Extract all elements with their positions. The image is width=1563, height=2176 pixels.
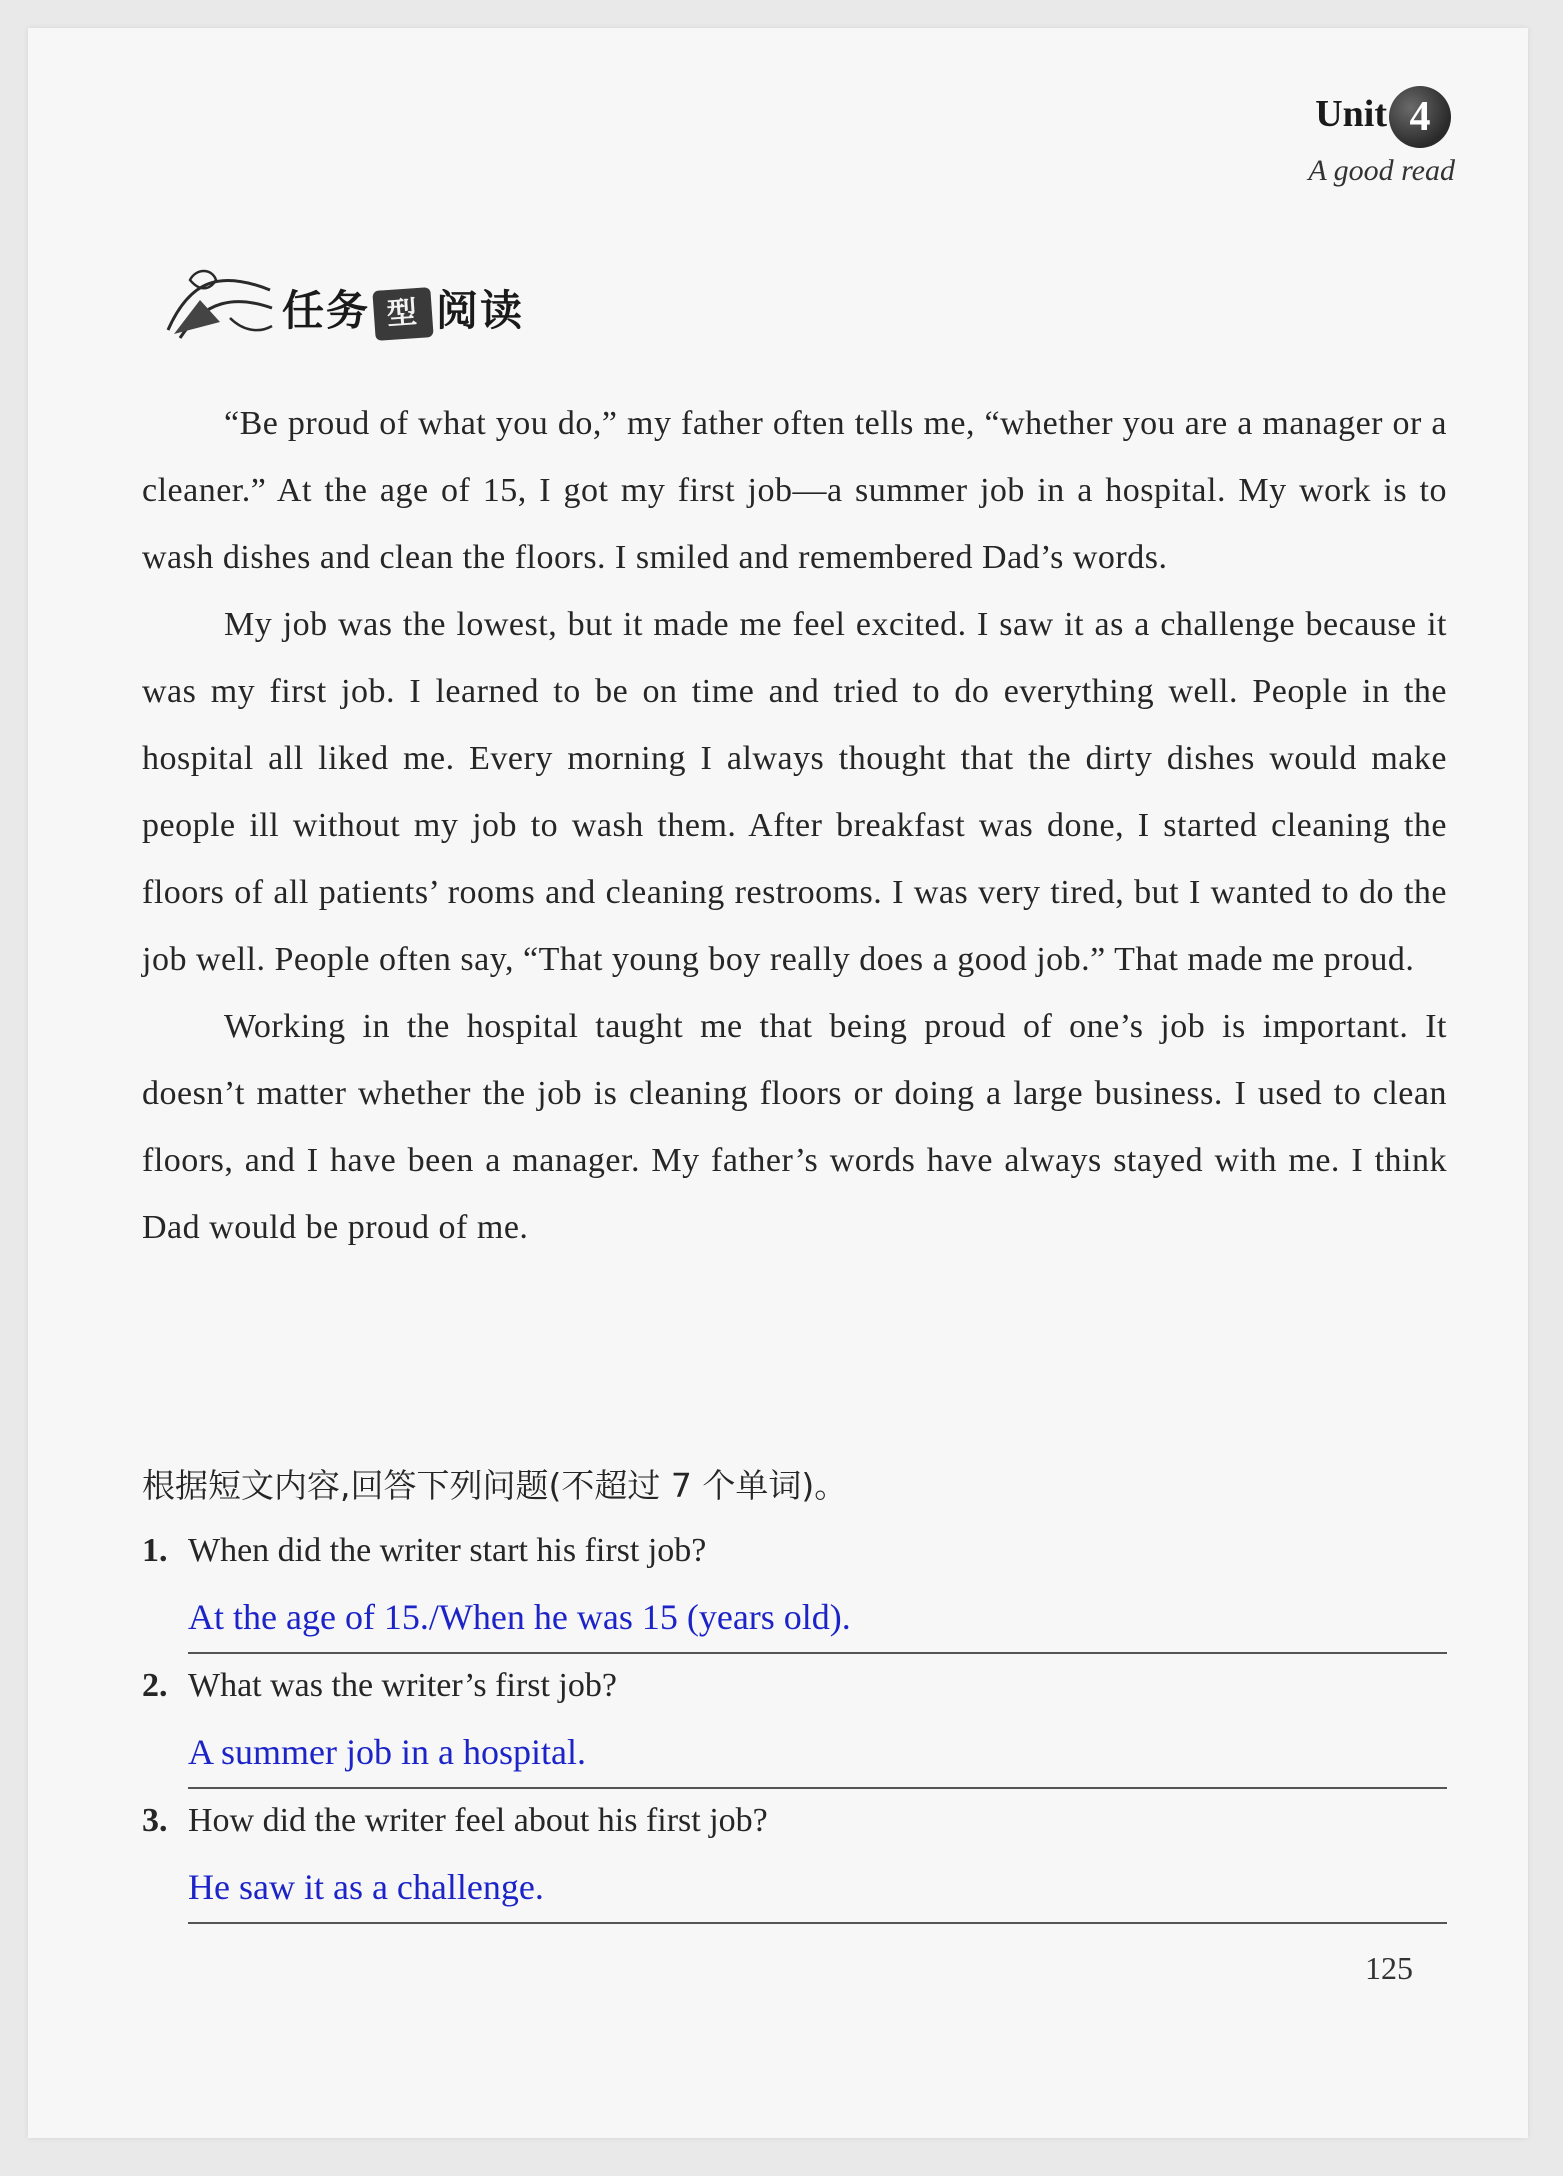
passage-paragraph: “Be proud of what you do,” my father often tells me, “whether you are a manager or a cleaner.” At the age of 15, I got my first job—a summer job in a hospital. My work is to wash dishes and clean the floors. I smiled and remembered Dad’s words. bbox=[142, 405, 1447, 576]
question-line bbox=[142, 1667, 1447, 1725]
question-text: How did the writer feel about his first job? bbox=[188, 1802, 768, 1839]
question-number: 3. bbox=[142, 1802, 168, 1839]
page-number: 125 bbox=[1365, 1950, 1413, 1986]
question-number: 1. bbox=[142, 1532, 168, 1569]
section-heading-suffix: 阅读 bbox=[436, 286, 525, 335]
unit-label: Unit bbox=[1315, 93, 1387, 135]
question-item bbox=[142, 1802, 1447, 1924]
unit-subtitle: A good read bbox=[1308, 154, 1455, 187]
question-text: What was the writer’s first job? bbox=[188, 1667, 617, 1704]
question-line bbox=[142, 1532, 1447, 1590]
unit-number-badge: 4 bbox=[1389, 86, 1451, 148]
question-item bbox=[142, 1532, 1447, 1654]
section-heading bbox=[282, 278, 524, 339]
section-heading-seal: 型 bbox=[372, 287, 433, 341]
passage-paragraph: My job was the lowest, but it made me feel excited. I saw it as a challenge because it was my first job. I learned to be on time and tried to do everything well. People in the hospital all liked me. Every morning I always thought that the dirty dishes would make people ill without my job to wash them. After breakfast was done, I started cleaning the floors of all patients’ rooms and cleaning restrooms. I was very tired, but I wanted to do the job well. People often say, “That young boy really does a good job.” That made me proud. bbox=[142, 606, 1447, 978]
question-text: When did the writer start his first job? bbox=[188, 1532, 707, 1569]
question-number: 2. bbox=[142, 1667, 168, 1704]
passage-paragraph: Working in the hospital taught me that being proud of one’s job is important. It doesn’t matter whether the job is cleaning floors or doing a large business. I used to clean floors, and I have been a manager. My father’s words have always stayed with me. I think Dad would be proud of me. bbox=[142, 1008, 1447, 1246]
reading-quill-icon bbox=[160, 260, 278, 350]
section-heading-prefix: 任务 bbox=[282, 286, 371, 335]
answer-line[interactable]: At the age of 15./When he was 15 (years old). bbox=[188, 1590, 1447, 1654]
unit-header bbox=[1195, 92, 1455, 212]
reading-passage bbox=[142, 390, 1447, 1261]
question-item bbox=[142, 1667, 1447, 1789]
question-line bbox=[142, 1802, 1447, 1860]
question-instruction: 根据短文内容,回答下列问题(不超过 7 个单词)。 bbox=[142, 1466, 848, 1505]
answer-line[interactable]: He saw it as a challenge. bbox=[188, 1860, 1447, 1924]
section-title bbox=[160, 260, 580, 350]
answer-line[interactable]: A summer job in a hospital. bbox=[188, 1725, 1447, 1789]
